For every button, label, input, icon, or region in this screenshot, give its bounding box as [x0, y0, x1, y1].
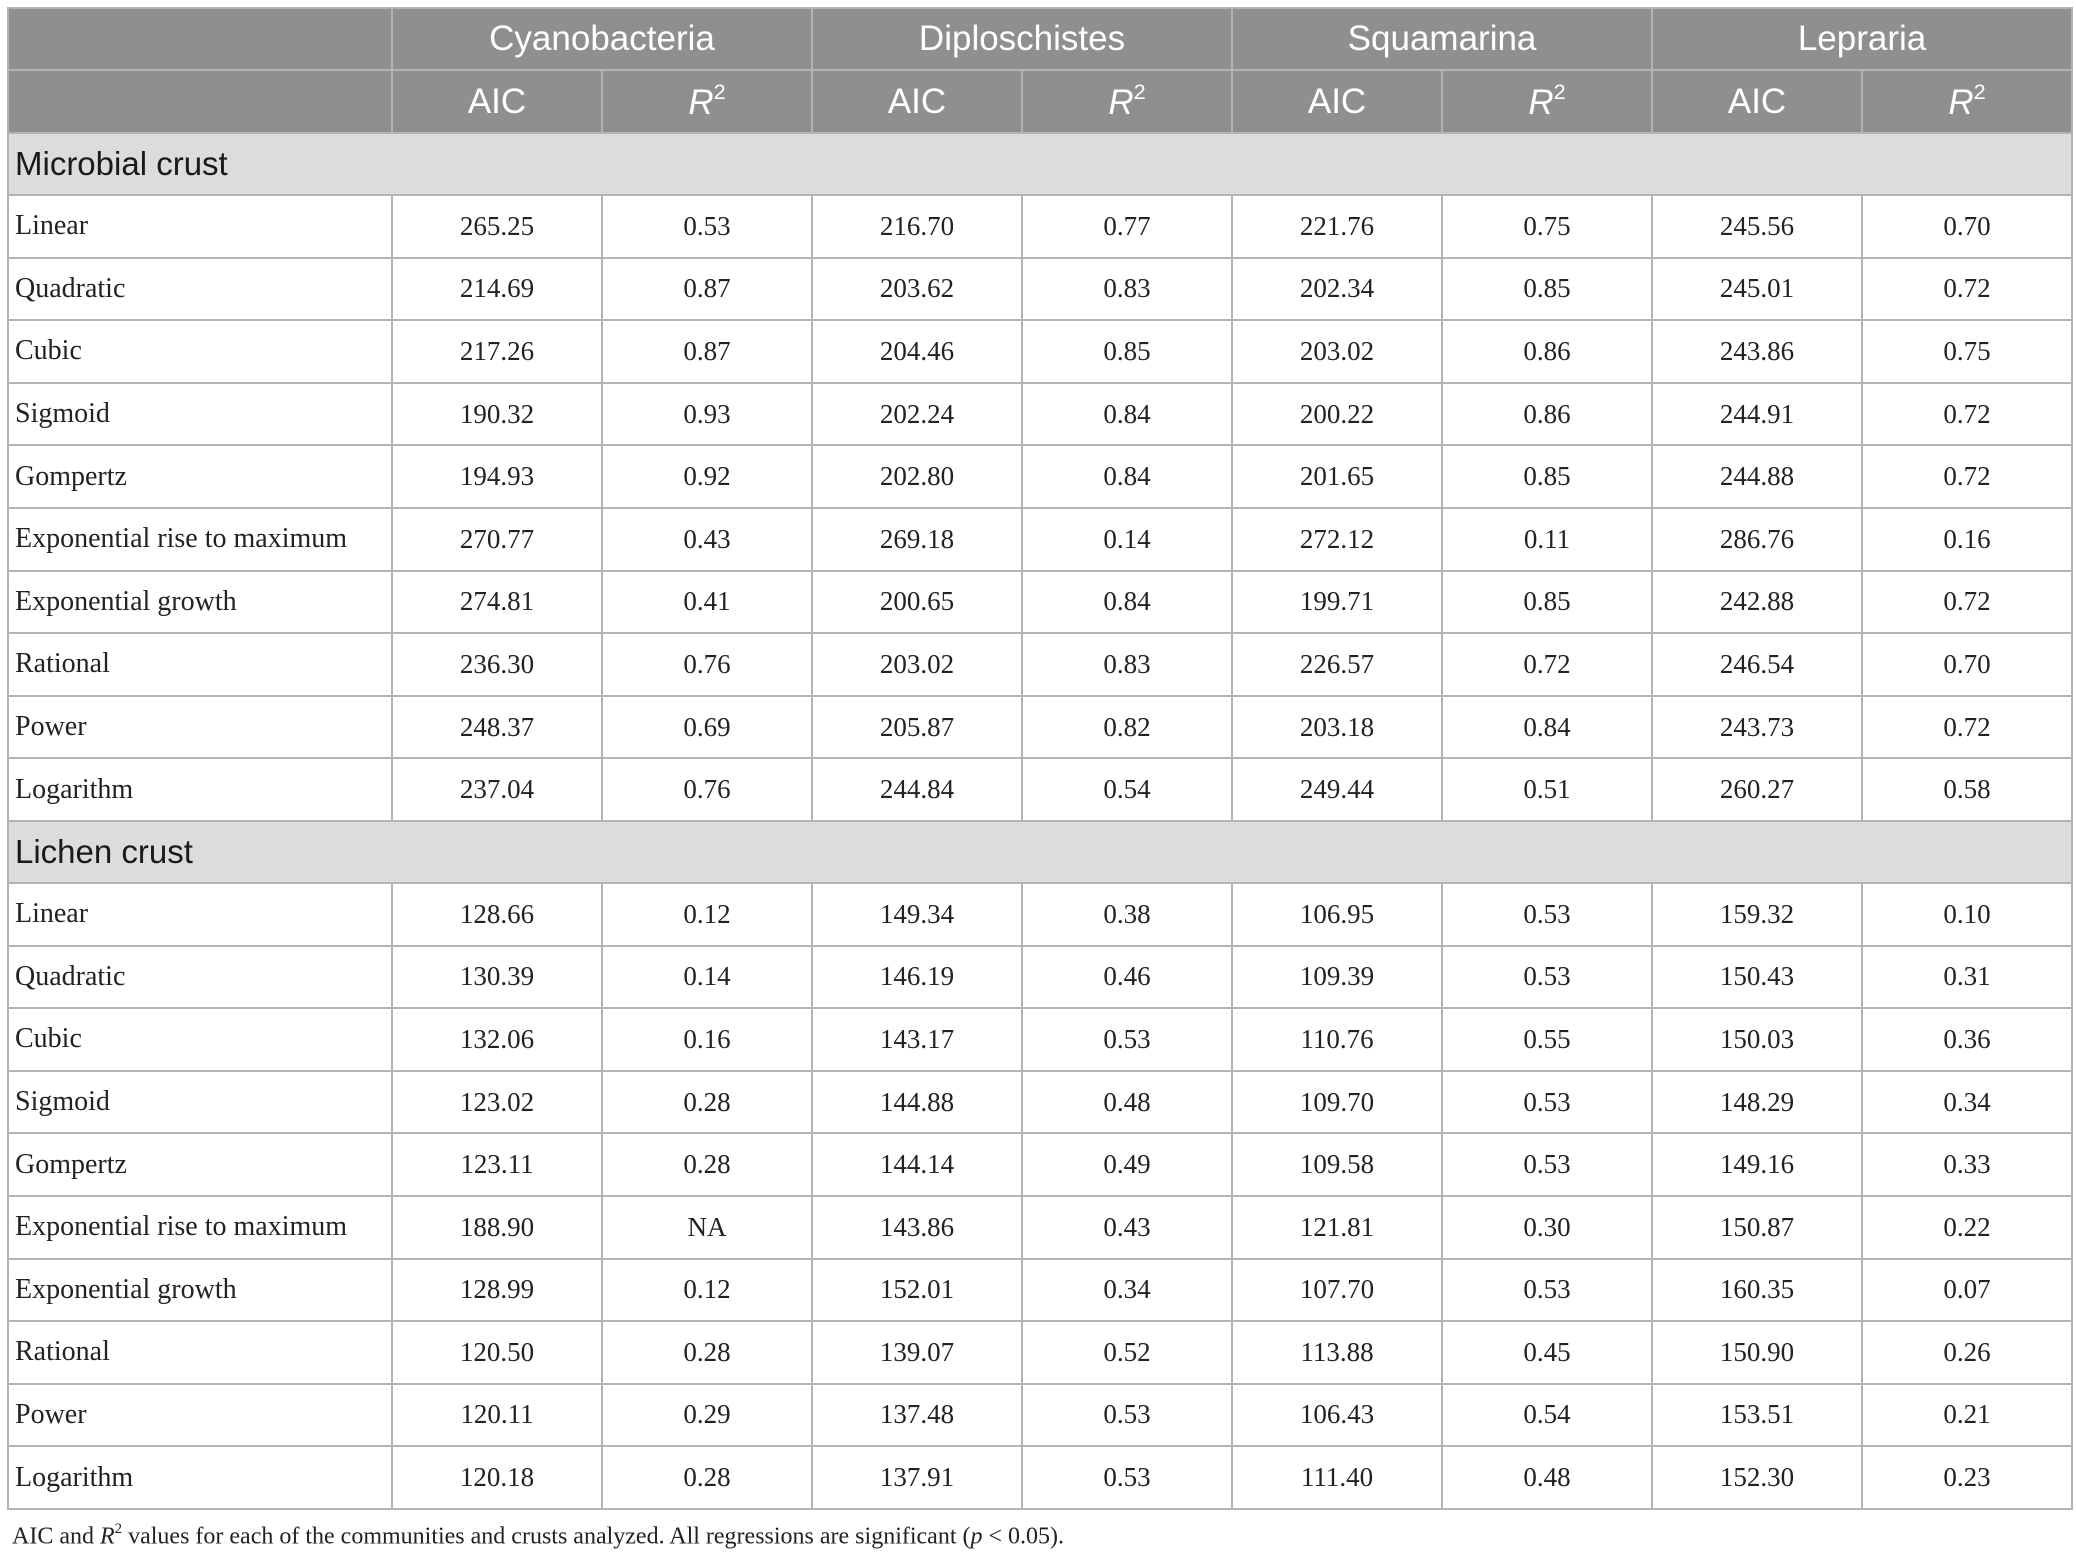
- r2-value-cell: 0.23: [1862, 1446, 2072, 1509]
- r2-value-cell: 0.38: [1022, 883, 1232, 946]
- r2-value-cell: 0.72: [1862, 696, 2072, 759]
- aic-value-cell: 203.62: [812, 258, 1022, 321]
- aic-value-cell: 160.35: [1652, 1259, 1862, 1322]
- aic-value-cell: 245.56: [1652, 195, 1862, 258]
- r2-value-cell: 0.21: [1862, 1384, 2072, 1447]
- footnote-text-2: values for each of the communities and crusts analyzed. All regressions are significant (: [122, 1523, 971, 1550]
- model-name-cell: Logarithm: [8, 1446, 392, 1509]
- table-row: [8, 1321, 2072, 1384]
- r2-value-cell: 0.83: [1022, 633, 1232, 696]
- aic-value-cell: 152.30: [1652, 1446, 1862, 1509]
- r2-value-cell: 0.28: [602, 1071, 812, 1134]
- r2-value-cell: 0.53: [1442, 883, 1652, 946]
- aic-value-cell: 150.43: [1652, 946, 1862, 1009]
- r2-value-cell: 0.12: [602, 1259, 812, 1322]
- aic-value-cell: 120.11: [392, 1384, 602, 1447]
- footnote-r-letter: R: [99, 1523, 115, 1550]
- r2-value-cell: 0.12: [602, 883, 812, 946]
- model-name-cell: Exponential growth: [8, 571, 392, 634]
- aic-value-cell: 265.25: [392, 195, 602, 258]
- aic-value-cell: 152.01: [812, 1259, 1022, 1322]
- r2-value-cell: 0.75: [1442, 195, 1652, 258]
- r2-value-cell: 0.84: [1022, 383, 1232, 446]
- r2-value-cell: 0.33: [1862, 1133, 2072, 1196]
- aic-value-cell: 270.77: [392, 508, 602, 571]
- model-name-cell: Logarithm: [8, 758, 392, 821]
- aic-value-cell: 226.57: [1232, 633, 1442, 696]
- r2-value-cell: 0.70: [1862, 195, 2072, 258]
- aic-value-cell: 128.99: [392, 1259, 602, 1322]
- aic-value-cell: 221.76: [1232, 195, 1442, 258]
- r2-value-cell: 0.53: [1022, 1446, 1232, 1509]
- table-row: [8, 508, 2072, 571]
- table-row: [8, 383, 2072, 446]
- r2-value-cell: 0.83: [1022, 258, 1232, 321]
- table-row: [8, 571, 2072, 634]
- aic-value-cell: 248.37: [392, 696, 602, 759]
- aic-value-cell: 190.32: [392, 383, 602, 446]
- aic-value-cell: 201.65: [1232, 445, 1442, 508]
- aic-value-cell: 202.34: [1232, 258, 1442, 321]
- r2-value-cell: 0.49: [1022, 1133, 1232, 1196]
- r2-value-cell: 0.52: [1022, 1321, 1232, 1384]
- r2-value-cell: 0.28: [602, 1446, 812, 1509]
- aic-value-cell: 204.46: [812, 320, 1022, 383]
- aic-value-cell: 123.11: [392, 1133, 602, 1196]
- group-header-squamarina: Squamarina: [1232, 8, 1652, 70]
- subheader-r2-letter: R: [1528, 83, 1554, 123]
- r2-value-cell: 0.72: [1442, 633, 1652, 696]
- r2-value-cell: 0.54: [1442, 1384, 1652, 1447]
- r2-value-cell: 0.92: [602, 445, 812, 508]
- aic-value-cell: 120.18: [392, 1446, 602, 1509]
- model-name-cell: Gompertz: [8, 1133, 392, 1196]
- table-row: [8, 1071, 2072, 1134]
- group-header-row: [8, 8, 2072, 70]
- model-name-cell: Gompertz: [8, 445, 392, 508]
- footnote-text-3: < 0.05).: [982, 1523, 1065, 1550]
- model-name-cell: Exponential growth: [8, 1259, 392, 1322]
- aic-value-cell: 260.27: [1652, 758, 1862, 821]
- section-row: [8, 133, 2072, 195]
- r2-value-cell: 0.10: [1862, 883, 2072, 946]
- r2-value-cell: 0.93: [602, 383, 812, 446]
- aic-value-cell: 148.29: [1652, 1071, 1862, 1134]
- table-row: [8, 696, 2072, 759]
- table-footnote: [12, 1521, 1064, 1550]
- subheader-r2: [1022, 70, 1232, 133]
- aic-value-cell: 202.24: [812, 383, 1022, 446]
- aic-value-cell: 143.86: [812, 1196, 1022, 1259]
- aic-value-cell: 199.71: [1232, 571, 1442, 634]
- r2-value-cell: 0.86: [1442, 383, 1652, 446]
- aic-value-cell: 188.90: [392, 1196, 602, 1259]
- r2-value-cell: 0.84: [1022, 445, 1232, 508]
- model-name-cell: Cubic: [8, 1008, 392, 1071]
- r2-value-cell: 0.28: [602, 1321, 812, 1384]
- r2-value-cell: 0.76: [602, 758, 812, 821]
- footnote-text-1: AIC and: [12, 1523, 100, 1550]
- model-name-cell: Sigmoid: [8, 383, 392, 446]
- subheader-r2-exponent: 2: [1133, 79, 1146, 105]
- aic-value-cell: 203.02: [812, 633, 1022, 696]
- aic-value-cell: 200.22: [1232, 383, 1442, 446]
- aic-value-cell: 110.76: [1232, 1008, 1442, 1071]
- table-row: [8, 1133, 2072, 1196]
- r2-value-cell: 0.53: [602, 195, 812, 258]
- r2-value-cell: 0.54: [1022, 758, 1232, 821]
- r2-value-cell: NA: [602, 1196, 812, 1259]
- r2-value-cell: 0.51: [1442, 758, 1652, 821]
- model-name-cell: Quadratic: [8, 258, 392, 321]
- table-row: [8, 1384, 2072, 1447]
- table-row: [8, 1008, 2072, 1071]
- model-name-cell: Power: [8, 1384, 392, 1447]
- r2-value-cell: 0.31: [1862, 946, 2072, 1009]
- table-row: [8, 946, 2072, 1009]
- r2-value-cell: 0.29: [602, 1384, 812, 1447]
- subheader-row: [8, 70, 2072, 133]
- r2-value-cell: 0.53: [1442, 1133, 1652, 1196]
- aic-value-cell: 244.91: [1652, 383, 1862, 446]
- r2-value-cell: 0.11: [1442, 508, 1652, 571]
- r2-value-cell: 0.34: [1022, 1259, 1232, 1322]
- r2-value-cell: 0.43: [1022, 1196, 1232, 1259]
- aic-value-cell: 146.19: [812, 946, 1022, 1009]
- model-name-cell: Rational: [8, 1321, 392, 1384]
- aic-value-cell: 242.88: [1652, 571, 1862, 634]
- aic-value-cell: 109.39: [1232, 946, 1442, 1009]
- aic-value-cell: 130.39: [392, 946, 602, 1009]
- aic-value-cell: 272.12: [1232, 508, 1442, 571]
- aic-value-cell: 150.90: [1652, 1321, 1862, 1384]
- model-name-cell: Rational: [8, 633, 392, 696]
- r2-value-cell: 0.72: [1862, 383, 2072, 446]
- aic-value-cell: 132.06: [392, 1008, 602, 1071]
- aic-value-cell: 245.01: [1652, 258, 1862, 321]
- aic-value-cell: 214.69: [392, 258, 602, 321]
- r2-value-cell: 0.87: [602, 258, 812, 321]
- table-row: [8, 195, 2072, 258]
- aic-value-cell: 143.17: [812, 1008, 1022, 1071]
- aic-value-cell: 144.88: [812, 1071, 1022, 1134]
- aic-value-cell: 243.86: [1652, 320, 1862, 383]
- table-row: [8, 633, 2072, 696]
- subheader-r2-exponent: 2: [713, 79, 726, 105]
- r2-value-cell: 0.76: [602, 633, 812, 696]
- r2-value-cell: 0.69: [602, 696, 812, 759]
- r2-value-cell: 0.85: [1022, 320, 1232, 383]
- aic-value-cell: 106.43: [1232, 1384, 1442, 1447]
- r2-value-cell: 0.41: [602, 571, 812, 634]
- section-title: Microbial crust: [8, 133, 2072, 195]
- table-row: [8, 445, 2072, 508]
- r2-value-cell: 0.53: [1022, 1384, 1232, 1447]
- r2-value-cell: 0.72: [1862, 571, 2072, 634]
- r2-value-cell: 0.85: [1442, 571, 1652, 634]
- model-name-cell: Linear: [8, 195, 392, 258]
- model-name-cell: Cubic: [8, 320, 392, 383]
- table-row: [8, 758, 2072, 821]
- r2-value-cell: 0.53: [1442, 1259, 1652, 1322]
- r2-value-cell: 0.46: [1022, 946, 1232, 1009]
- model-name-cell: Exponential rise to maximum: [8, 508, 392, 571]
- footnote-p-letter: p: [970, 1523, 983, 1550]
- aic-value-cell: 246.54: [1652, 633, 1862, 696]
- group-header-cyanobacteria: Cyanobacteria: [392, 8, 812, 70]
- r2-value-cell: 0.87: [602, 320, 812, 383]
- aic-value-cell: 237.04: [392, 758, 602, 821]
- r2-value-cell: 0.72: [1862, 258, 2072, 321]
- r2-value-cell: 0.26: [1862, 1321, 2072, 1384]
- r2-value-cell: 0.43: [602, 508, 812, 571]
- aic-value-cell: 137.48: [812, 1384, 1022, 1447]
- aic-value-cell: 194.93: [392, 445, 602, 508]
- r2-value-cell: 0.16: [1862, 508, 2072, 571]
- subheader-r2: [1862, 70, 2072, 133]
- r2-value-cell: 0.22: [1862, 1196, 2072, 1259]
- model-name-cell: Sigmoid: [8, 1071, 392, 1134]
- section-row: [8, 821, 2072, 883]
- subheader-r2-letter: R: [688, 83, 714, 123]
- subheader-aic: AIC: [812, 70, 1022, 133]
- table-body: [8, 133, 2072, 1509]
- r2-value-cell: 0.45: [1442, 1321, 1652, 1384]
- r2-value-cell: 0.48: [1442, 1446, 1652, 1509]
- aic-value-cell: 200.65: [812, 571, 1022, 634]
- aic-value-cell: 274.81: [392, 571, 602, 634]
- aic-value-cell: 111.40: [1232, 1446, 1442, 1509]
- table-row: [8, 320, 2072, 383]
- r2-value-cell: 0.53: [1022, 1008, 1232, 1071]
- subheader-aic: AIC: [1232, 70, 1442, 133]
- r2-value-cell: 0.36: [1862, 1008, 2072, 1071]
- aic-value-cell: 149.34: [812, 883, 1022, 946]
- aic-value-cell: 202.80: [812, 445, 1022, 508]
- footnote-r-exponent: 2: [114, 1521, 123, 1537]
- table-row: [8, 883, 2072, 946]
- r2-value-cell: 0.53: [1442, 946, 1652, 1009]
- aic-value-cell: 121.81: [1232, 1196, 1442, 1259]
- r2-value-cell: 0.72: [1862, 445, 2072, 508]
- r2-value-cell: 0.85: [1442, 258, 1652, 321]
- corner-header-cell: [8, 8, 392, 70]
- aic-value-cell: 149.16: [1652, 1133, 1862, 1196]
- subheader-aic: AIC: [1652, 70, 1862, 133]
- r2-value-cell: 0.07: [1862, 1259, 2072, 1322]
- aic-value-cell: 139.07: [812, 1321, 1022, 1384]
- aic-value-cell: 286.76: [1652, 508, 1862, 571]
- aic-value-cell: 109.70: [1232, 1071, 1442, 1134]
- subheader-aic: AIC: [392, 70, 602, 133]
- table-row: [8, 1259, 2072, 1322]
- corner-subheader-cell: [8, 70, 392, 133]
- r2-value-cell: 0.14: [1022, 508, 1232, 571]
- r2-value-cell: 0.28: [602, 1133, 812, 1196]
- r2-value-cell: 0.53: [1442, 1071, 1652, 1134]
- aic-value-cell: 249.44: [1232, 758, 1442, 821]
- table-container: [7, 7, 2071, 1510]
- r2-value-cell: 0.30: [1442, 1196, 1652, 1259]
- aic-value-cell: 109.58: [1232, 1133, 1442, 1196]
- subheader-r2-exponent: 2: [1973, 79, 1986, 105]
- aic-value-cell: 144.14: [812, 1133, 1022, 1196]
- aic-value-cell: 113.88: [1232, 1321, 1442, 1384]
- subheader-r2: [602, 70, 812, 133]
- model-name-cell: Exponential rise to maximum: [8, 1196, 392, 1259]
- aic-value-cell: 203.02: [1232, 320, 1442, 383]
- r2-value-cell: 0.77: [1022, 195, 1232, 258]
- table-row: [8, 1196, 2072, 1259]
- aic-value-cell: 107.70: [1232, 1259, 1442, 1322]
- group-header-lepraria: Lepraria: [1652, 8, 2072, 70]
- subheader-r2-exponent: 2: [1553, 79, 1566, 105]
- section-title: Lichen crust: [8, 821, 2072, 883]
- r2-value-cell: 0.86: [1442, 320, 1652, 383]
- aic-value-cell: 123.02: [392, 1071, 602, 1134]
- results-table: [7, 7, 2073, 1510]
- aic-value-cell: 216.70: [812, 195, 1022, 258]
- aic-value-cell: 205.87: [812, 696, 1022, 759]
- aic-value-cell: 243.73: [1652, 696, 1862, 759]
- table-row: [8, 258, 2072, 321]
- subheader-r2-letter: R: [1108, 83, 1134, 123]
- r2-value-cell: 0.85: [1442, 445, 1652, 508]
- aic-value-cell: 203.18: [1232, 696, 1442, 759]
- aic-value-cell: 269.18: [812, 508, 1022, 571]
- model-name-cell: Power: [8, 696, 392, 759]
- r2-value-cell: 0.82: [1022, 696, 1232, 759]
- subheader-r2-letter: R: [1948, 83, 1974, 123]
- aic-value-cell: 244.84: [812, 758, 1022, 821]
- subheader-r2: [1442, 70, 1652, 133]
- r2-value-cell: 0.70: [1862, 633, 2072, 696]
- r2-value-cell: 0.14: [602, 946, 812, 1009]
- aic-value-cell: 244.88: [1652, 445, 1862, 508]
- r2-value-cell: 0.75: [1862, 320, 2072, 383]
- aic-value-cell: 150.87: [1652, 1196, 1862, 1259]
- model-name-cell: Linear: [8, 883, 392, 946]
- group-header-diploschistes: Diploschistes: [812, 8, 1232, 70]
- r2-value-cell: 0.16: [602, 1008, 812, 1071]
- aic-value-cell: 159.32: [1652, 883, 1862, 946]
- aic-value-cell: 153.51: [1652, 1384, 1862, 1447]
- aic-value-cell: 120.50: [392, 1321, 602, 1384]
- r2-value-cell: 0.48: [1022, 1071, 1232, 1134]
- aic-value-cell: 236.30: [392, 633, 602, 696]
- aic-value-cell: 106.95: [1232, 883, 1442, 946]
- table-row: [8, 1446, 2072, 1509]
- aic-value-cell: 128.66: [392, 883, 602, 946]
- aic-value-cell: 217.26: [392, 320, 602, 383]
- r2-value-cell: 0.55: [1442, 1008, 1652, 1071]
- aic-value-cell: 150.03: [1652, 1008, 1862, 1071]
- aic-value-cell: 137.91: [812, 1446, 1022, 1509]
- r2-value-cell: 0.34: [1862, 1071, 2072, 1134]
- r2-value-cell: 0.84: [1442, 696, 1652, 759]
- r2-value-cell: 0.84: [1022, 571, 1232, 634]
- model-name-cell: Quadratic: [8, 946, 392, 1009]
- r2-value-cell: 0.58: [1862, 758, 2072, 821]
